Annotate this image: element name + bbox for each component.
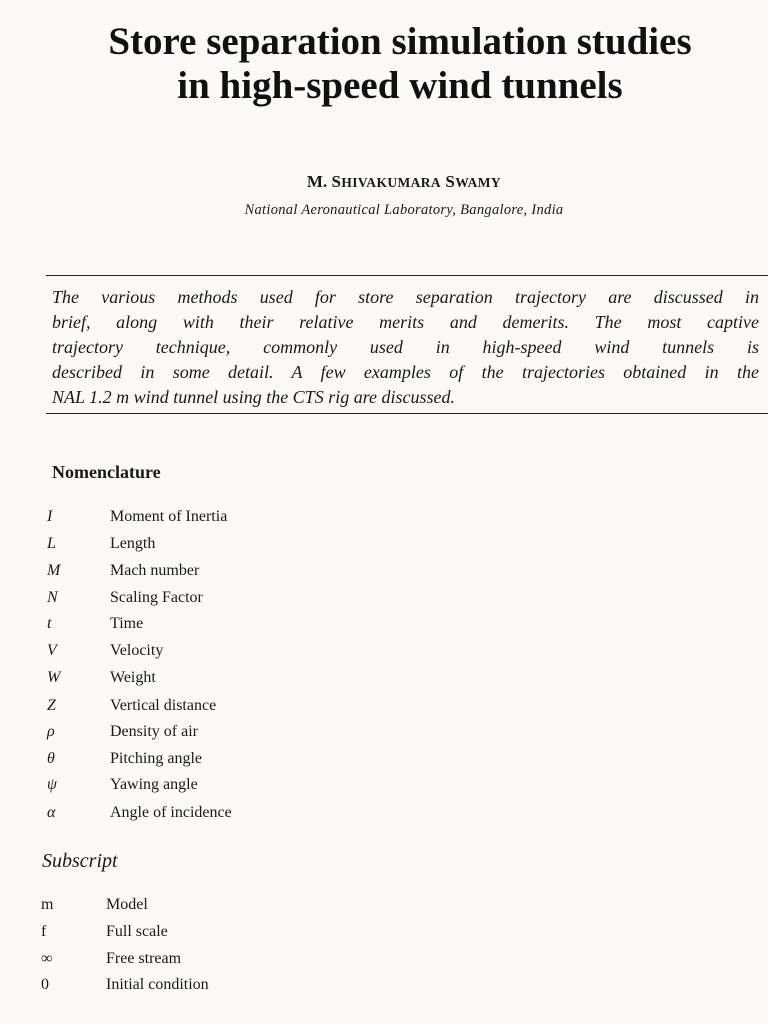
nomenclature-item xyxy=(0,776,400,803)
nomenclature-definition: Scaling Factor xyxy=(110,589,203,606)
nomenclature-heading: Nomenclature xyxy=(52,462,161,482)
nomenclature-item xyxy=(0,615,400,642)
subscript-definition: Free stream xyxy=(106,950,182,967)
nomenclature-item xyxy=(0,642,400,669)
subscript-definition: Model xyxy=(106,896,148,913)
nomenclature-symbol: W xyxy=(47,669,61,686)
nomenclature-symbol: Z xyxy=(47,697,56,714)
nomenclature-definition: Pitching angle xyxy=(110,750,202,767)
nomenclature-symbol: α xyxy=(47,804,56,821)
subscript-symbol: m xyxy=(41,896,54,913)
nomenclature-symbol: ψ xyxy=(47,776,57,793)
subscript-item xyxy=(0,896,400,923)
nomenclature-definition: Velocity xyxy=(110,642,164,659)
nomenclature-definition: Density of air xyxy=(110,723,198,740)
paper-title xyxy=(40,20,760,108)
nomenclature-symbol: I xyxy=(47,508,53,525)
abstract-bottom-rule xyxy=(46,413,768,414)
nomenclature-symbol: M xyxy=(47,562,61,579)
nomenclature-item xyxy=(0,535,400,562)
nomenclature-symbol: θ xyxy=(47,750,55,767)
subscript-item xyxy=(0,923,400,950)
nomenclature-item xyxy=(0,508,400,535)
subscript-symbol: ∞ xyxy=(41,950,53,967)
nomenclature-definition: Time xyxy=(110,615,144,632)
nomenclature-symbol: V xyxy=(47,642,57,659)
nomenclature-symbol: t xyxy=(47,615,52,632)
title-line-2: in high-speed wind tunnels xyxy=(177,64,623,107)
subscript-definition: Initial condition xyxy=(106,976,209,993)
author-initial: M. xyxy=(306,172,328,191)
subscript-symbol: f xyxy=(41,923,47,940)
abstract-top-rule xyxy=(46,275,768,276)
nomenclature-item xyxy=(0,804,400,831)
title-line-1: Store separation simulation studies xyxy=(108,20,692,63)
nomenclature-item xyxy=(0,589,400,616)
abstract-line: brief, along with their relative merits and demerits. The most captive xyxy=(52,312,759,332)
nomenclature-definition: Angle of incidence xyxy=(110,804,232,821)
nomenclature-symbol: L xyxy=(47,535,56,552)
author-last-name: SWAMY xyxy=(445,172,502,191)
nomenclature-definition: Mach number xyxy=(110,562,200,579)
abstract-line: The various methods used for store separation trajectory are discussed in xyxy=(52,287,759,307)
nomenclature-definition: Moment of Inertia xyxy=(110,508,228,525)
subscript-heading: Subscript xyxy=(42,850,118,872)
author-name xyxy=(0,172,768,192)
nomenclature-definition: Yawing angle xyxy=(110,776,198,793)
subscript-item xyxy=(0,950,400,977)
author-affiliation: National Aeronautical Laboratory, Bangalore, India xyxy=(244,202,564,218)
nomenclature-item xyxy=(0,697,400,724)
nomenclature-item xyxy=(0,723,400,750)
nomenclature-symbol: N xyxy=(47,589,58,606)
abstract-line: described in some detail. A few examples of the trajectories obtained in the xyxy=(52,362,759,382)
nomenclature-item xyxy=(0,750,400,777)
nomenclature-symbol: ρ xyxy=(47,723,55,740)
nomenclature-definition: Length xyxy=(110,535,156,552)
nomenclature-definition: Vertical distance xyxy=(110,697,217,714)
abstract-line: trajectory technique, commonly used in high-speed wind tunnels is xyxy=(52,337,759,357)
abstract xyxy=(52,285,759,410)
author-first-name: SHIVAKUMARA xyxy=(331,172,442,191)
nomenclature-definition: Weight xyxy=(110,669,156,686)
nomenclature-item xyxy=(0,669,400,696)
subscript-item xyxy=(0,976,400,1003)
abstract-line: NAL 1.2 m wind tunnel using the CTS rig are discussed. xyxy=(52,387,456,407)
nomenclature-item xyxy=(0,562,400,589)
subscript-definition: Full scale xyxy=(106,923,168,940)
subscript-symbol: 0 xyxy=(41,976,49,993)
